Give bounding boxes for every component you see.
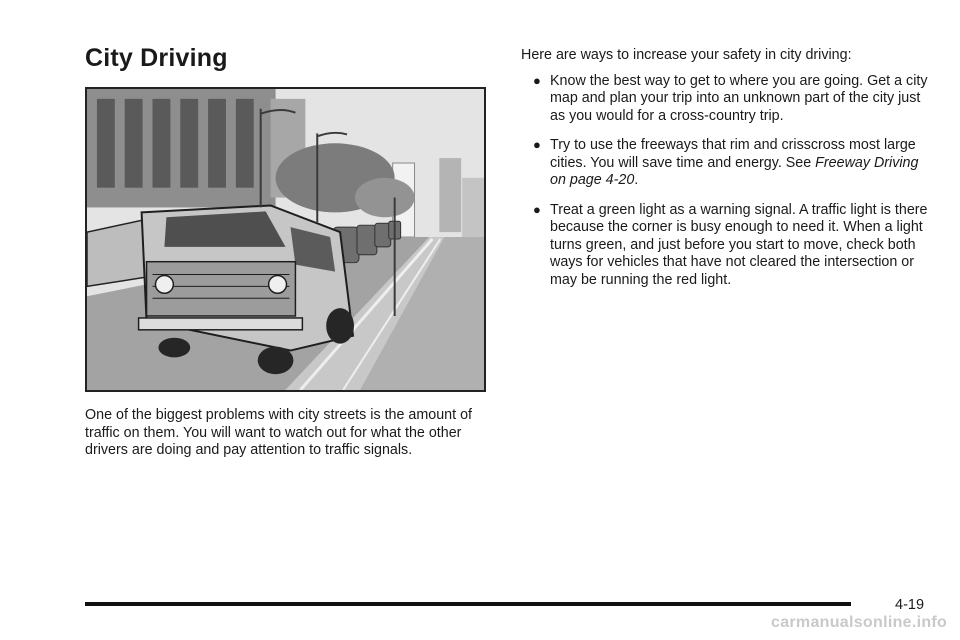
- bullet-icon: ●: [533, 72, 541, 88]
- page-number: 4-19: [895, 597, 925, 613]
- bullet-icon: ●: [533, 137, 541, 152]
- footer-rule: [85, 602, 851, 606]
- intro-paragraph: One of the biggest problems with city streets is the amount of traffic on them. You will want to watch out for what the other drivers are doing and pay attention to traffic signals.: [85, 407, 473, 458]
- list-item: [521, 202, 931, 290]
- list-item: [521, 137, 931, 190]
- list-item-text: Try to use the freeways that rim and crisscross most large cities. You will save time and energy. See: [550, 137, 916, 171]
- tips-intro: Here are ways to increase your safety in city driving:: [521, 47, 852, 63]
- safety-tips-column: [521, 47, 931, 301]
- cross-reference-link[interactable]: Freeway Driving on page 4-20: [550, 154, 919, 188]
- list-item-text-end: .: [634, 172, 639, 188]
- city-traffic-illustration: [85, 87, 486, 392]
- bullet-icon: ●: [533, 201, 541, 217]
- tips-list: [521, 73, 931, 290]
- watermark: carmanualsonline.info: [771, 614, 948, 631]
- list-item-text: Treat a green light as a warning signal. A traffic light is there because the corner is busy enough to need it. When a light turns green, and just before you start to move, check both ways for vehicles that have not cleared the intersection or may be running the red light.: [550, 201, 928, 288]
- list-item-text: Know the best way to get to where you are going. Get a city map and plan your trip into an unknown part of the city just as you would for a cross-country trip.: [550, 72, 928, 124]
- city-traffic-illustration-drawing: [87, 89, 484, 390]
- list-item: [521, 73, 931, 126]
- section-title: City Driving: [85, 44, 228, 72]
